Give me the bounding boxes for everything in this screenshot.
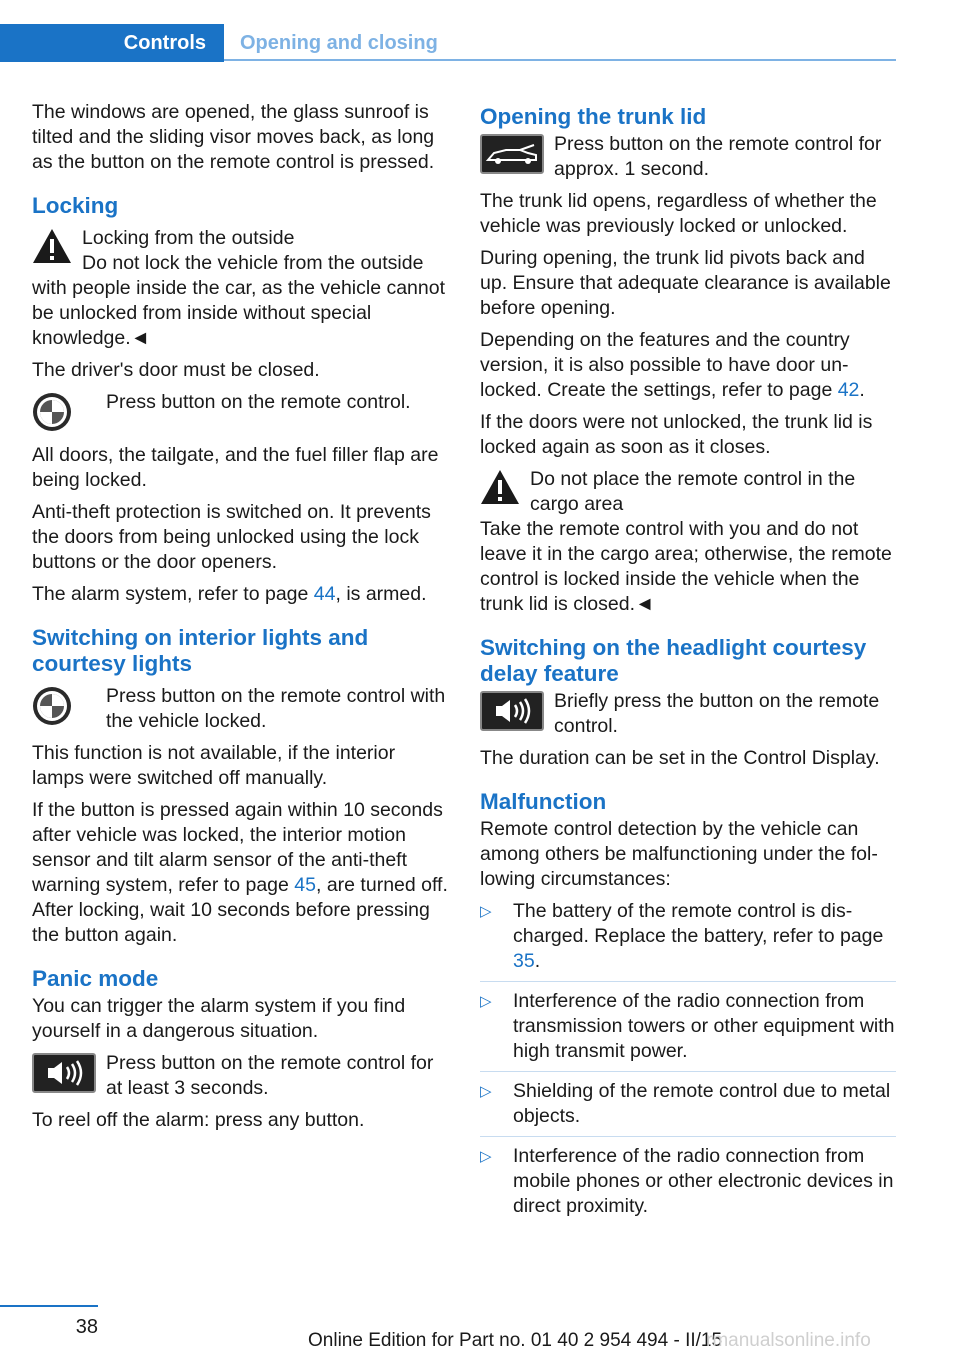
bullet-arrow-icon: ▷ xyxy=(480,993,492,1010)
edition-text: Online Edition for Part no. 01 40 2 954 494 - II/15 xyxy=(308,1330,723,1351)
reel-off-text: To reel off the alarm: press any button. xyxy=(32,1109,365,1131)
heading-panic-mode: Panic mode xyxy=(32,966,159,991)
heading-locking: Locking xyxy=(32,193,119,218)
bmw-logo-lock-icon xyxy=(32,392,72,432)
duration-text: The duration can be set in the Control Display. xyxy=(480,747,880,769)
depending-start: Depending on the features and the country version, it is also possible to have door unlocked. Create the settings, refer to page xyxy=(480,329,850,401)
list-item xyxy=(480,899,896,982)
horn-sound-icon xyxy=(480,691,544,731)
bullet-arrow-icon: ▷ xyxy=(480,1083,492,1100)
all-doors-text: All doors, the tailgate, and the fuel filler flap are being locked. xyxy=(32,444,439,491)
warning-title: Locking from the outside xyxy=(82,227,295,249)
warning-locking-outside xyxy=(32,226,448,276)
panic-button-row xyxy=(32,1051,448,1101)
page-link-44[interactable]: 44 xyxy=(313,583,336,605)
heading-headlight-courtesy: Switching on the headlight courtesy delay feature xyxy=(480,635,867,686)
bullet4-text: Interference of the radio connection from mobile phones or other electronic devices in direct proximity. xyxy=(513,1145,894,1217)
alarm-text-start: The alarm system, refer to page xyxy=(32,583,314,605)
left-column xyxy=(32,100,448,1140)
not-available-text: This function is not available, if the interior lamps were switched off manually. xyxy=(32,742,396,789)
drivers-door-text: The driver's door must be closed. xyxy=(32,359,320,381)
lock-button-row xyxy=(32,390,448,436)
malfunction-text: Remote control detection by the vehicle can among others be malfunctioning under the following circumstances: xyxy=(480,818,878,890)
panic-text: You can trigger the alarm system if you find yourself in a dangerous situation. xyxy=(32,995,406,1042)
page-header xyxy=(0,0,960,62)
bullet-arrow-icon: ▷ xyxy=(480,903,492,920)
trunk-button-row xyxy=(480,132,896,182)
lock-button-text: Press button on the remote control. xyxy=(106,391,411,413)
warning-cargo-area xyxy=(480,467,896,517)
tab-controls[interactable]: Controls xyxy=(0,24,224,62)
headlight-button-text: Briefly press the button on the remote control. xyxy=(554,690,880,737)
bullet1-start: The battery of the remote control is discharged. Replace the battery, refer to page xyxy=(513,900,884,947)
cargo-warning-body: Take the remote control with you and do not leave it in the cargo area; otherwise, the remote control is locked inside the vehicle when the trunk lid is closed.◄ xyxy=(480,518,892,615)
page-link-35[interactable]: 35 xyxy=(513,950,535,972)
bullet1-end: . xyxy=(534,950,541,972)
bullet2-text: Interference of the radio connection from transmission towers or other equipment with high transmit power. xyxy=(513,990,895,1062)
not-unlocked-text: If the doors were not unlocked, the trunk lid is locked again as soon as it closes. xyxy=(480,411,873,458)
page-link-45[interactable]: 45 xyxy=(294,874,316,896)
page-number: 38 xyxy=(75,1316,98,1338)
warning-body: with people inside the car, as the vehicle cannot be unlocked from inside without special knowledge.◄ xyxy=(32,277,446,349)
bullet-arrow-icon: ▷ xyxy=(480,1148,492,1165)
warning-triangle-icon xyxy=(32,228,72,264)
trunk-opens-text: The trunk lid opens, regardless of whether the vehicle was previously locked or unlocked. xyxy=(480,190,877,237)
tab-opening-and-closing[interactable]: Opening and closing xyxy=(240,31,438,54)
car-trunk-icon xyxy=(480,134,544,174)
warning-triangle-icon xyxy=(480,469,520,505)
trunk-button-text: Press button on the remote control for approx. 1 second. xyxy=(554,133,882,180)
pressed-again-start: If the button is pressed again within 10 seconds after vehicle was locked, the interior motion sensor and tilt alarm sensor of the anti-theft warning system, refer to page xyxy=(32,799,443,896)
pressed-again-text xyxy=(32,798,448,948)
pressed-again-end: , are turned off. After locking, wait 10 seconds before pressing the button again. xyxy=(32,874,448,946)
footer-divider xyxy=(0,1305,98,1307)
cargo-warning-title: Do not place the remote control in the cargo area xyxy=(530,468,856,515)
headlight-button-row xyxy=(480,689,896,739)
list-item xyxy=(480,989,896,1072)
alarm-armed-text xyxy=(32,582,448,607)
depending-end: . xyxy=(859,379,865,401)
bmw-logo-lock-icon xyxy=(32,686,72,726)
watermark: rmanualsonline.info xyxy=(706,1330,871,1351)
malfunction-list xyxy=(480,899,896,1226)
panic-button-text: Press button on the remote control for at least 3 seconds. xyxy=(106,1052,434,1099)
horn-sound-icon xyxy=(32,1053,96,1093)
intro-paragraph: The windows are opened, the glass sunroof is tilted and the sliding visor moves back, as long as the button on the remote control is pressed. xyxy=(32,101,435,173)
anti-theft-text: Anti-theft protection is switched on. It prevents the doors from being unlocked using the lock buttons or the door openers. xyxy=(32,501,431,573)
list-item xyxy=(480,1079,896,1137)
right-column xyxy=(480,100,896,1233)
depending-text xyxy=(480,328,896,403)
header-divider xyxy=(224,59,896,61)
heading-malfunction: Malfunction xyxy=(480,789,607,814)
heading-trunk-lid: Opening the trunk lid xyxy=(480,104,707,129)
interior-button-text: Press button on the remote control with the vehicle locked. xyxy=(106,685,446,732)
heading-interior-lights: Switching on interior lights and courtesy lights xyxy=(32,625,369,676)
interior-button-row xyxy=(32,684,448,734)
list-item xyxy=(480,1144,896,1226)
bullet3-text: Shielding of the remote control due to metal objects. xyxy=(513,1080,891,1127)
alarm-text-end: , is armed. xyxy=(335,583,427,605)
page-link-42[interactable]: 42 xyxy=(837,379,860,401)
warning-first-line: Do not lock the vehicle from the outside xyxy=(82,252,424,274)
trunk-pivots-text: During opening, the trunk lid pivots back and up. Ensure that adequate clearance is available before opening. xyxy=(480,247,891,319)
